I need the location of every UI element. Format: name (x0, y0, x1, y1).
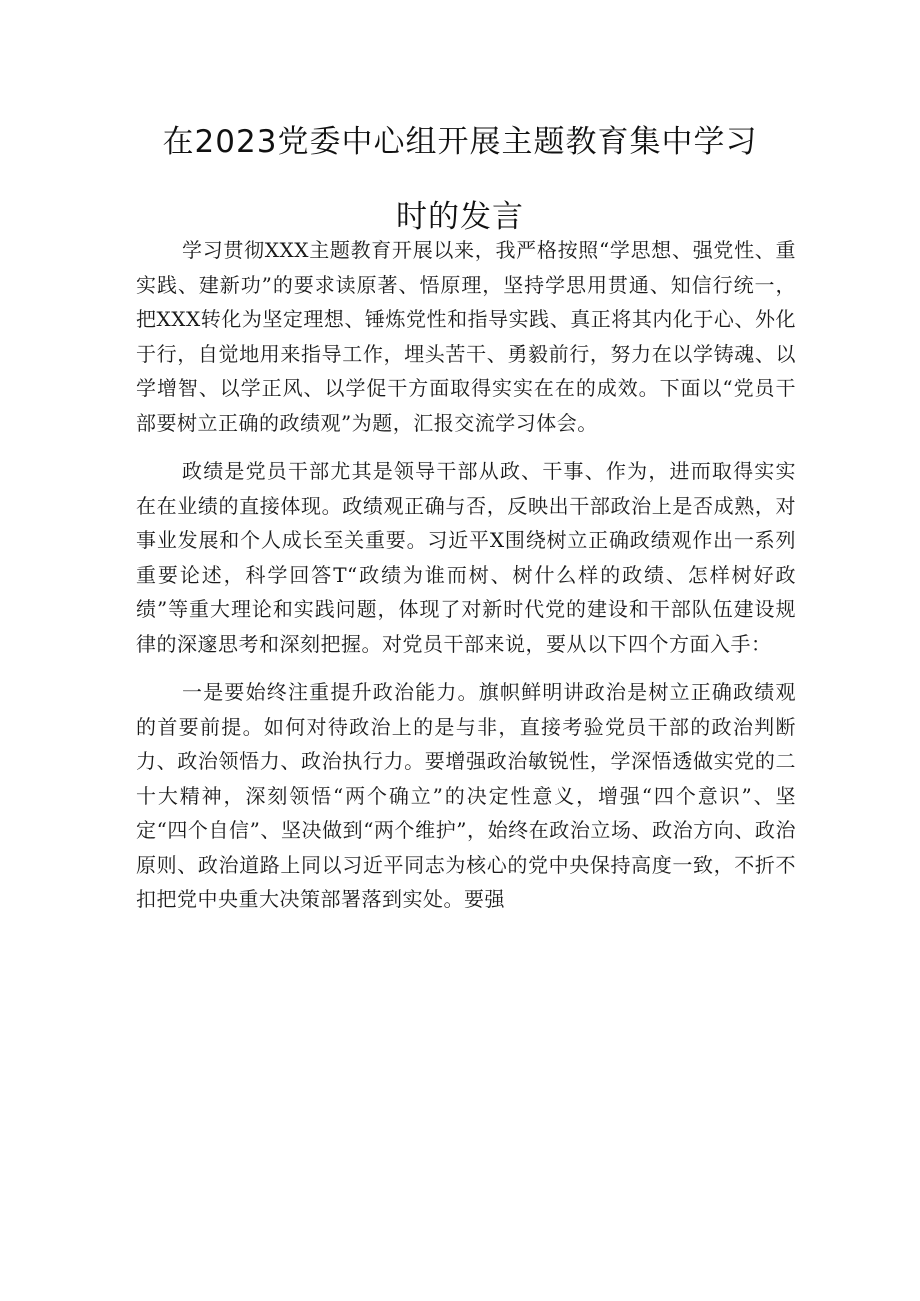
document-title-line-1: 在2023党委中心组开展主题教育集中学习 (162, 124, 758, 160)
document-body (136, 233, 796, 931)
body-paragraph-3: 一是要始终注重提升政治能力。旗帜鲜明讲政治是树立正确政绩观的首要前提。如何对待政治上的是与非，直接考验党员干部的政治判断力、政治领悟力、政治执行力。要增强政治敏锐性，学深悟透做实党的二十大精神，深刻领悟“两个确立”的决定性意义，增强“四个意识”、坚定“四个自信”、坚决做到“两个维护”，始终在政治立场、政治方向、政治原则、政治道路上同以习近平同志为核心的党中央保持高度一致，不折不扣把党中央重大决策部署落到实处。要强 (136, 680, 796, 911)
body-paragraph-1: 学习贯彻XXX主题教育开展以来，我严格按照“学思想、强党性、重实践、建新功”的要求读原著、悟原理，坚持学思用贯通、知信行统一，把XXX转化为坚定理想、锤炼党性和指导实践、真正将其内化于心、外化于行，自觉地用来指导工作，埋头苦干、勇毅前行，努力在以学铸魂、以学增智、以学正风、以学促干方面取得实实在在的成效。下面以“党员干部要树立正确的政绩观”为题，汇报交流学习体会。 (136, 238, 796, 435)
document-title-line-2: 时的发言 (396, 199, 524, 235)
body-paragraph-2: 政绩是党员干部尤其是领导干部从政、干事、作为，进而取得实实在在业绩的直接体现。政绩观正确与否，反映出干部政治上是否成熟，对事业发展和个人成长至关重要。习近平X围绕树立正确政绩观作出一系列重要论述，科学回答T“政绩为谁而树、树什么样的政绩、怎样树好政绩”等重大理论和实践问题，体现了对新时代党的建设和干部队伍建设规律的深邃思考和深刻把握。对党员干部来说，要从以下四个方面入手： (136, 459, 796, 656)
